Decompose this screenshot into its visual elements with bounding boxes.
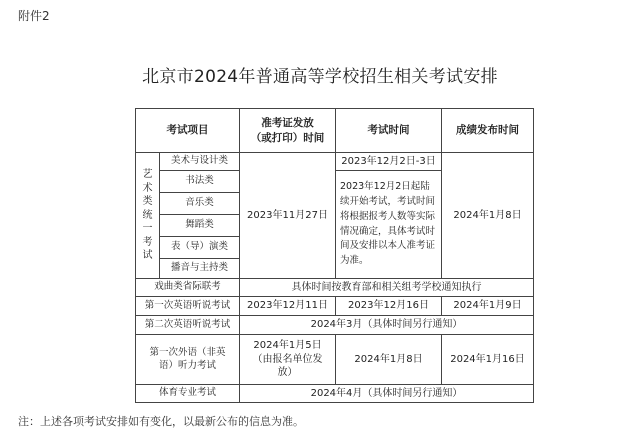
footnote: 注：上述各项考试安排如有变化，以最新公布的信息为准。 xyxy=(18,415,304,428)
foreign-admit-line2: （由报名单位发 xyxy=(252,353,323,365)
foreign-name xyxy=(136,335,240,385)
foreign-name-line1: 第一次外语（非英 xyxy=(149,346,226,358)
drama-note: 具体时间按教育部和相关组考学校通知执行 xyxy=(240,279,534,297)
foreign-admit xyxy=(240,335,336,385)
art-admit-time: 2023年11月27日 xyxy=(240,153,336,279)
english1-result: 2024年1月9日 xyxy=(442,297,534,316)
art-subject: 表（导）演类 xyxy=(160,237,240,259)
header-row xyxy=(136,109,534,153)
table-row xyxy=(136,385,534,403)
art-group-label xyxy=(136,153,160,279)
header-exam-time: 考试时间 xyxy=(336,109,442,153)
drama-name: 戏曲类省际联考 xyxy=(136,279,240,297)
art-label-char: 一 xyxy=(142,223,153,235)
art-exam-note: 2023年12月2日起陆续开始考试，考试时间将根据报考人数等实际情况确定，具体考试时间及安排以本人准考证为准。 xyxy=(336,171,442,279)
art-subject: 书法类 xyxy=(160,171,240,193)
art-subject: 播音与主持类 xyxy=(160,259,240,279)
table-row xyxy=(136,153,534,171)
foreign-admit-line1: 2024年1月5日 xyxy=(253,340,322,352)
header-result-time: 成绩发布时间 xyxy=(442,109,534,153)
english2-note: 2024年3月（具体时间另行通知） xyxy=(240,316,534,335)
art-label-char: 统 xyxy=(142,209,153,221)
english1-exam: 2023年12月16日 xyxy=(336,297,442,316)
art-label-char: 艺 xyxy=(142,169,153,181)
table-row xyxy=(136,279,534,297)
table-row xyxy=(136,335,534,385)
pe-name: 体育专业考试 xyxy=(136,385,240,403)
table-row xyxy=(136,297,534,316)
header-admit-line2: （或打印）时间 xyxy=(250,131,325,144)
english1-name: 第一次英语听说考试 xyxy=(136,297,240,316)
header-admit-time xyxy=(240,109,336,153)
page-title: 北京市2024年普通高等学校招生相关考试安排 xyxy=(142,67,498,87)
art-result-time: 2024年1月8日 xyxy=(442,153,534,279)
art-label-char: 术 xyxy=(142,182,153,194)
attachment-label: 附件2 xyxy=(18,9,50,23)
exam-schedule-table xyxy=(135,108,534,403)
art-exam-time: 2023年12月2日-3日 xyxy=(336,153,442,171)
header-item: 考试项目 xyxy=(136,109,240,153)
header-admit-line1: 准考证发放 xyxy=(261,117,314,130)
table-row xyxy=(136,316,534,335)
art-label-char: 试 xyxy=(142,250,153,262)
art-label-char: 考 xyxy=(142,236,153,248)
art-label-char: 类 xyxy=(142,196,153,208)
art-subject: 音乐类 xyxy=(160,193,240,215)
foreign-result: 2024年1月16日 xyxy=(442,335,534,385)
english2-name: 第二次英语听说考试 xyxy=(136,316,240,335)
art-subject: 舞蹈类 xyxy=(160,215,240,237)
foreign-exam: 2024年1月8日 xyxy=(336,335,442,385)
pe-note: 2024年4月（具体时间另行通知） xyxy=(240,385,534,403)
foreign-name-line2: 语）听力考试 xyxy=(158,359,216,371)
art-subject: 美术与设计类 xyxy=(160,153,240,171)
foreign-admit-line3: 放） xyxy=(277,367,298,379)
english1-admit: 2023年12月11日 xyxy=(240,297,336,316)
